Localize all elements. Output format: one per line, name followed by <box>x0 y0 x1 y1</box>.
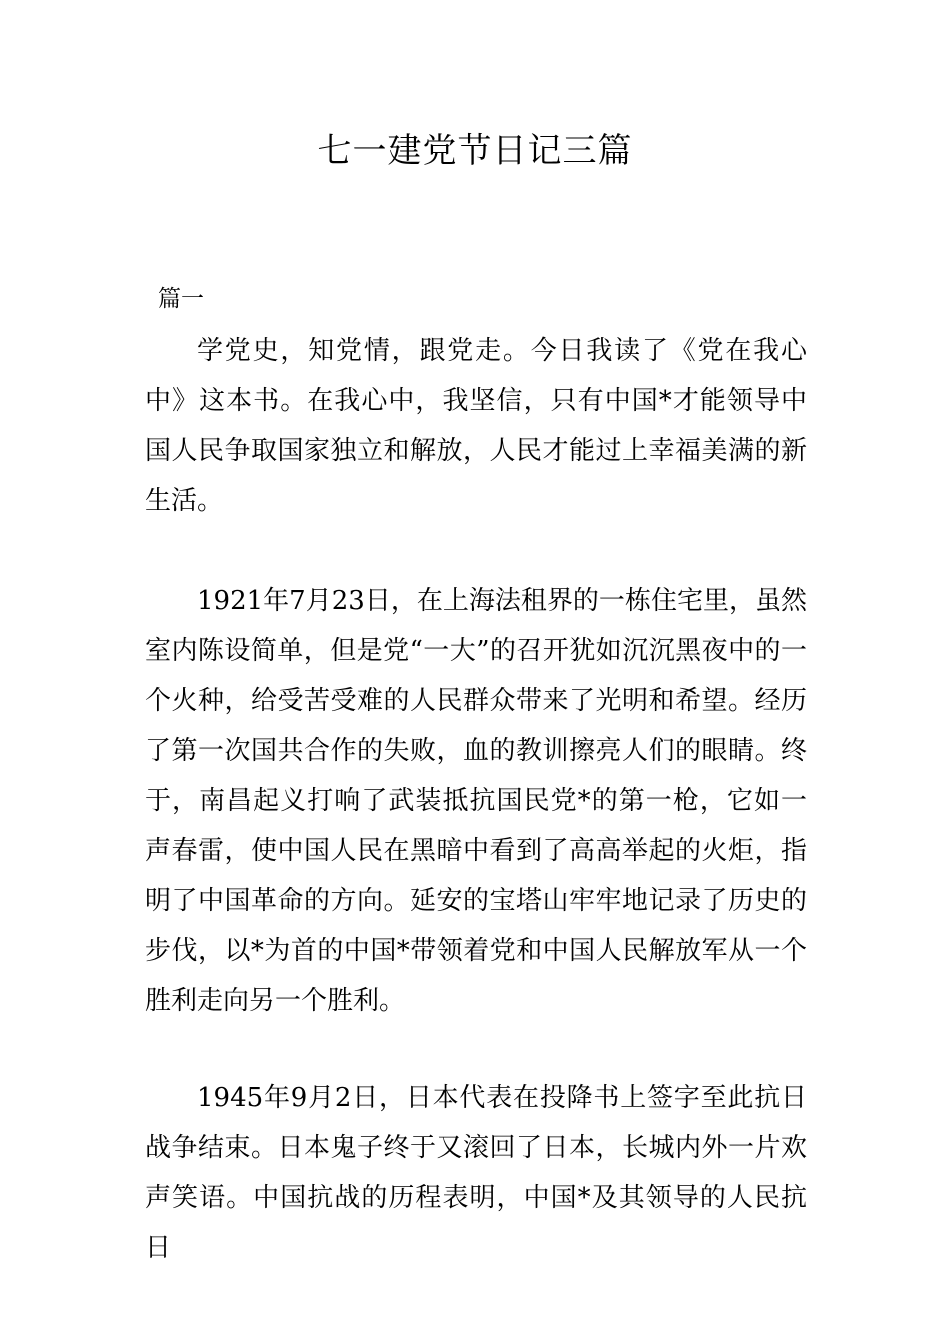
paragraph-3: 1945年9月2日，日本代表在投降书上签字至此抗日战争结束。日本鬼子终于又滚回了日本，长城内外一片欢声笑语。中国抗战的历程表明，中国*及其领导的人民抗日 <box>145 1083 807 1263</box>
paragraph-2: 1921年7月23日，在上海法租界的一栋住宅里，虽然室内陈设简单，但是党“一大”的召开犹如沉沉黑夜中的一个火种，给受苦受难的人民群众带来了光明和希望。经历了第一次国共合作的失败，血的教训擦亮人们的眼睛。终于，南昌起义打响了武装抵抗国民党*的第一枪，它如一声春雷，使中国人民在黑暗中看到了高高举起的火炬，指明了中国革命的方向。延安的宝塔山牢牢地记录了历史的步伐，以*为首的中国*带领着党和中国人民解放军从一个胜利走向另一个胜利。 <box>145 586 807 1016</box>
document-title: 七一建党节日记三篇 <box>317 131 633 171</box>
section-label: 篇一 <box>158 286 204 312</box>
paragraph-1: 学党史，知党情，跟党走。今日我读了《党在我心中》这本书。在我心中，我坚信，只有中国*才能领导中国人民争取国家独立和解放，人民才能过上幸福美满的新生活。 <box>145 336 807 516</box>
